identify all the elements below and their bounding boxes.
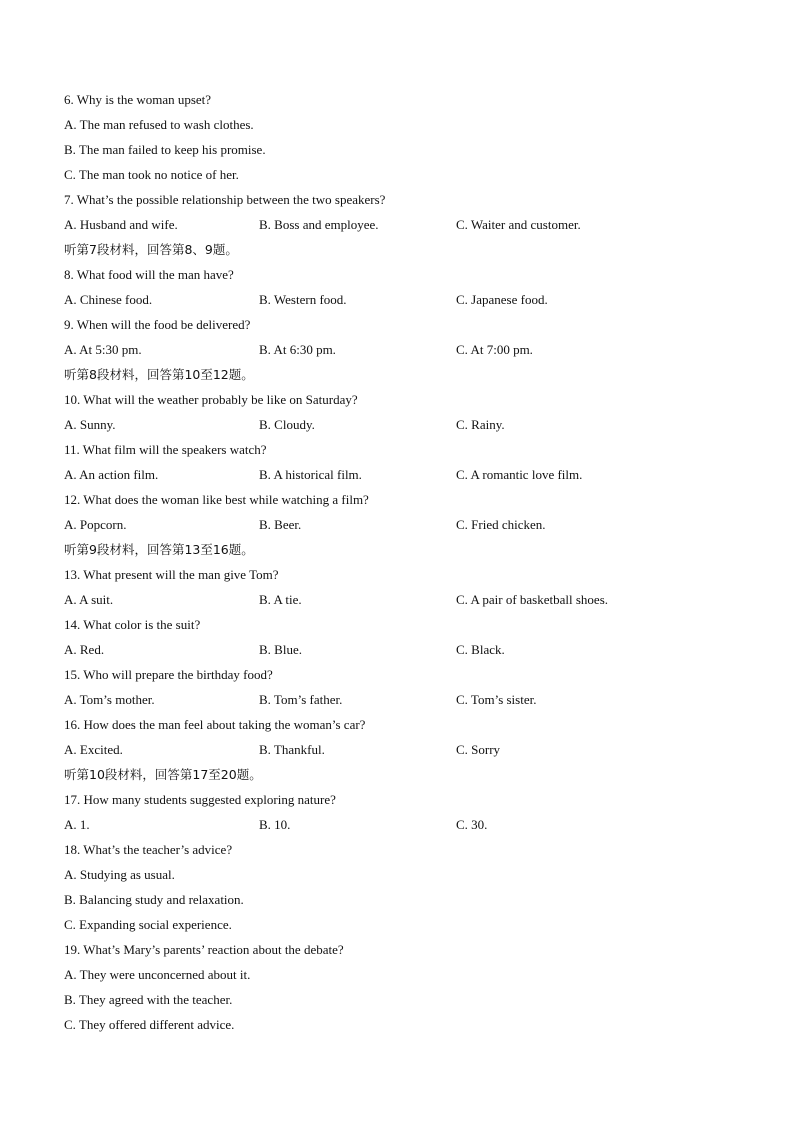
option-16a: A. Excited.: [64, 742, 123, 757]
option-7b: B. Boss and employee.: [259, 217, 379, 232]
option-9c: C. At 7:00 pm.: [456, 342, 533, 357]
exam-page: [64, 87, 744, 1037]
option-9a: A. At 5:30 pm.: [64, 342, 142, 357]
options-16: [64, 737, 744, 762]
question-12: 12. What does the woman like best while watching a film?: [64, 492, 369, 507]
option-11a: A. An action film.: [64, 467, 159, 482]
question-8: 8. What food will the man have?: [64, 267, 234, 282]
options-11: [64, 462, 744, 487]
option-7c: C. Waiter and customer.: [456, 217, 581, 232]
option-12a: A. Popcorn.: [64, 517, 127, 532]
option-13a: A. A suit.: [64, 592, 114, 607]
option-14a: A. Red.: [64, 642, 105, 657]
section-8-header: 听第8段材料，回答第10至12题。: [64, 367, 254, 382]
option-15a: A. Tom’s mother.: [64, 692, 155, 707]
option-7a: A. Husband and wife.: [64, 217, 178, 232]
options-15: [64, 687, 744, 712]
options-17: [64, 812, 744, 837]
option-15c: C. Tom’s sister.: [456, 692, 537, 707]
options-9: [64, 337, 744, 362]
option-16b: B. Thankful.: [259, 742, 325, 757]
question-13: 13. What present will the man give Tom?: [64, 567, 279, 582]
question-16: 16. How does the man feel about taking the woman’s car?: [64, 717, 366, 732]
question-17: 17. How many students suggested exploring nature?: [64, 792, 336, 807]
question-18: 18. What’s the teacher’s advice?: [64, 842, 233, 857]
option-11b: B. A historical film.: [259, 467, 362, 482]
question-11: 11. What film will the speakers watch?: [64, 442, 267, 457]
option-6a: A. The man refused to wash clothes.: [64, 117, 254, 132]
section-9-header: 听第9段材料，回答第13至16题。: [64, 542, 254, 557]
question-10: 10. What will the weather probably be like on Saturday?: [64, 392, 358, 407]
option-19a: A. They were unconcerned about it.: [64, 967, 251, 982]
options-14: [64, 637, 744, 662]
option-6c: C. The man took no notice of her.: [64, 167, 239, 182]
option-9b: B. At 6:30 pm.: [259, 342, 336, 357]
options-7: [64, 212, 744, 237]
question-14: 14. What color is the suit?: [64, 617, 201, 632]
question-15: 15. Who will prepare the birthday food?: [64, 667, 273, 682]
option-8c: C. Japanese food.: [456, 292, 548, 307]
option-19b: B. They agreed with the teacher.: [64, 992, 233, 1007]
option-10b: B. Cloudy.: [259, 417, 315, 432]
option-13b: B. A tie.: [259, 592, 302, 607]
options-8: [64, 287, 744, 312]
option-17b: B. 10.: [259, 817, 291, 832]
option-11c: C. A romantic love film.: [456, 467, 583, 482]
option-13c: C. A pair of basketball shoes.: [456, 592, 609, 607]
option-8b: B. Western food.: [259, 292, 347, 307]
option-6b: B. The man failed to keep his promise.: [64, 142, 266, 157]
option-19c: C. They offered different advice.: [64, 1017, 235, 1032]
option-18b: B. Balancing study and relaxation.: [64, 892, 244, 907]
option-12b: B. Beer.: [259, 517, 302, 532]
question-9: 9. When will the food be delivered?: [64, 317, 251, 332]
option-12c: C. Fried chicken.: [456, 517, 546, 532]
section-7-header: 听第7段材料，回答第8、9题。: [64, 242, 238, 257]
option-17a: A. 1.: [64, 817, 90, 832]
options-13: [64, 587, 744, 612]
option-14b: B. Blue.: [259, 642, 302, 657]
option-10c: C. Rainy.: [456, 417, 505, 432]
question-6: 6. Why is the woman upset?: [64, 92, 212, 107]
options-10: [64, 412, 744, 437]
option-10a: A. Sunny.: [64, 417, 116, 432]
options-12: [64, 512, 744, 537]
question-7: 7. What’s the possible relationship between the two speakers?: [64, 192, 386, 207]
option-17c: C. 30.: [456, 817, 488, 832]
section-10-header: 听第10段材料，回答第17至20题。: [64, 767, 262, 782]
option-15b: B. Tom’s father.: [259, 692, 343, 707]
option-14c: C. Black.: [456, 642, 505, 657]
question-19: 19. What’s Mary’s parents’ reaction about the debate?: [64, 942, 344, 957]
option-16c: C. Sorry: [456, 742, 501, 757]
option-18c: C. Expanding social experience.: [64, 917, 232, 932]
option-8a: A. Chinese food.: [64, 292, 153, 307]
option-18a: A. Studying as usual.: [64, 867, 175, 882]
